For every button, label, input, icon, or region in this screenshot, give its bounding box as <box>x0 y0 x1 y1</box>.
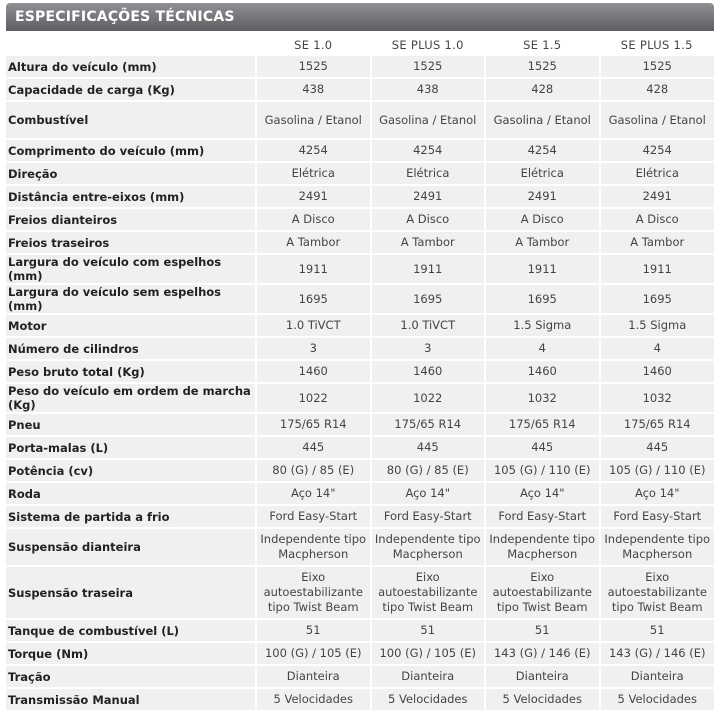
cell-value: 3 <box>256 337 371 360</box>
cell-value: 1032 <box>485 383 600 413</box>
cell-value: 4254 <box>600 139 715 162</box>
cell-value: 4254 <box>256 139 371 162</box>
cell-value: Gasolina / Etanol <box>600 101 715 139</box>
table-row <box>6 665 714 688</box>
cell-value: 2491 <box>600 185 715 208</box>
row-label: Combustível <box>6 101 256 139</box>
row-label: Potência (cv) <box>6 459 256 482</box>
cell-value: A Tambor <box>371 231 486 254</box>
row-label: Direção <box>6 162 256 185</box>
cell-value: 1525 <box>600 56 715 78</box>
cell-value: 1911 <box>256 254 371 284</box>
row-label: Capacidade de carga (Kg) <box>6 78 256 101</box>
row-label: Número de cilindros <box>6 337 256 360</box>
row-label: Altura do veículo (mm) <box>6 56 256 78</box>
cell-value: 4254 <box>371 139 486 162</box>
row-label: Torque (Nm) <box>6 642 256 665</box>
cell-value: 1460 <box>600 360 715 383</box>
cell-value: 4 <box>600 337 715 360</box>
cell-value: 100 (G) / 105 (E) <box>371 642 486 665</box>
cell-value: Ford Easy-Start <box>600 505 715 528</box>
table-row <box>6 566 714 619</box>
cell-value: 3 <box>371 337 486 360</box>
cell-value: 5 Velocidades <box>600 688 715 711</box>
section-title: ESPECIFICAÇÕES TÉCNICAS <box>6 3 714 31</box>
cell-value: Elétrica <box>371 162 486 185</box>
cell-value: 445 <box>371 436 486 459</box>
cell-value: Aço 14" <box>256 482 371 505</box>
cell-value: Aço 14" <box>371 482 486 505</box>
row-label: Peso do veículo em ordem de marcha (Kg) <box>6 383 256 413</box>
row-label: Distância entre-eixos (mm) <box>6 185 256 208</box>
cell-value: Dianteira <box>256 665 371 688</box>
cell-value: 1460 <box>485 360 600 383</box>
cell-value: Elétrica <box>256 162 371 185</box>
cell-value: 1911 <box>600 254 715 284</box>
table-row <box>6 459 714 482</box>
table-header-row <box>6 33 714 56</box>
cell-value: Dianteira <box>371 665 486 688</box>
row-label: Largura do veículo com espelhos (mm) <box>6 254 256 284</box>
cell-value: Ford Easy-Start <box>256 505 371 528</box>
table-row <box>6 619 714 642</box>
cell-value: 1022 <box>256 383 371 413</box>
cell-value: 5 Velocidades <box>485 688 600 711</box>
cell-value: A Tambor <box>485 231 600 254</box>
cell-value: Elétrica <box>485 162 600 185</box>
cell-value: Independente tipo Macpherson <box>600 528 715 566</box>
cell-value: Dianteira <box>485 665 600 688</box>
table-row <box>6 413 714 436</box>
row-label: Largura do veículo sem espelhos (mm) <box>6 284 256 314</box>
column-header: SE PLUS 1.5 <box>600 33 715 56</box>
cell-value: 445 <box>485 436 600 459</box>
cell-value: 51 <box>485 619 600 642</box>
cell-value: 105 (G) / 110 (E) <box>485 459 600 482</box>
table-row <box>6 254 714 284</box>
table-row <box>6 505 714 528</box>
cell-value: 51 <box>256 619 371 642</box>
cell-value: 175/65 R14 <box>600 413 715 436</box>
table-row <box>6 383 714 413</box>
cell-value: 1.0 TiVCT <box>371 314 486 337</box>
cell-value: 438 <box>256 78 371 101</box>
cell-value: 1695 <box>256 284 371 314</box>
cell-value: 1.5 Sigma <box>600 314 715 337</box>
cell-value: 175/65 R14 <box>256 413 371 436</box>
table-row <box>6 208 714 231</box>
cell-value: A Tambor <box>600 231 715 254</box>
cell-value: A Tambor <box>256 231 371 254</box>
cell-value: A Disco <box>485 208 600 231</box>
cell-value: Elétrica <box>600 162 715 185</box>
table-row <box>6 185 714 208</box>
cell-value: 1695 <box>371 284 486 314</box>
cell-value: 445 <box>600 436 715 459</box>
table-row <box>6 139 714 162</box>
cell-value: 1525 <box>371 56 486 78</box>
cell-value: 428 <box>485 78 600 101</box>
column-header: SE 1.5 <box>485 33 600 56</box>
cell-value: Independente tipo Macpherson <box>485 528 600 566</box>
cell-value: 51 <box>371 619 486 642</box>
cell-value: 1911 <box>485 254 600 284</box>
cell-value: 1032 <box>600 383 715 413</box>
cell-value: 438 <box>371 78 486 101</box>
cell-value: 1525 <box>485 56 600 78</box>
cell-value: 2491 <box>485 185 600 208</box>
row-label: Tanque de combustível (L) <box>6 619 256 642</box>
row-label: Transmissão Manual <box>6 688 256 711</box>
row-label: Comprimento do veículo (mm) <box>6 139 256 162</box>
cell-value: 175/65 R14 <box>485 413 600 436</box>
cell-value: Aço 14" <box>485 482 600 505</box>
cell-value: Eixo autoestabilizante tipo Twist Beam <box>371 566 486 619</box>
table-row <box>6 101 714 139</box>
cell-value: A Disco <box>600 208 715 231</box>
cell-value: Eixo autoestabilizante tipo Twist Beam <box>485 566 600 619</box>
row-label: Pneu <box>6 413 256 436</box>
cell-value: 2491 <box>256 185 371 208</box>
cell-value: 51 <box>600 619 715 642</box>
cell-value: Ford Easy-Start <box>485 505 600 528</box>
row-label: Roda <box>6 482 256 505</box>
table-row <box>6 78 714 101</box>
row-label: Freios traseiros <box>6 231 256 254</box>
table-row <box>6 337 714 360</box>
cell-value: 445 <box>256 436 371 459</box>
cell-value: 1911 <box>371 254 486 284</box>
cell-value: 105 (G) / 110 (E) <box>600 459 715 482</box>
row-label: Freios dianteiros <box>6 208 256 231</box>
table-row <box>6 482 714 505</box>
table-row <box>6 162 714 185</box>
cell-value: 4 <box>485 337 600 360</box>
row-label: Suspensão dianteira <box>6 528 256 566</box>
cell-value: Independente tipo Macpherson <box>256 528 371 566</box>
cell-value: 1525 <box>256 56 371 78</box>
cell-value: Gasolina / Etanol <box>371 101 486 139</box>
table-row <box>6 314 714 337</box>
cell-value: A Disco <box>256 208 371 231</box>
table-row <box>6 360 714 383</box>
cell-value: Ford Easy-Start <box>371 505 486 528</box>
table-row <box>6 56 714 78</box>
cell-value: Independente tipo Macpherson <box>371 528 486 566</box>
row-label: Motor <box>6 314 256 337</box>
table-row <box>6 436 714 459</box>
cell-value: 1460 <box>256 360 371 383</box>
cell-value: 143 (G) / 146 (E) <box>600 642 715 665</box>
column-header: SE PLUS 1.0 <box>371 33 486 56</box>
header-blank <box>6 33 256 56</box>
cell-value: Eixo autoestabilizante tipo Twist Beam <box>256 566 371 619</box>
row-label: Sistema de partida a frio <box>6 505 256 528</box>
cell-value: 100 (G) / 105 (E) <box>256 642 371 665</box>
cell-value: 1.0 TiVCT <box>256 314 371 337</box>
table-row <box>6 231 714 254</box>
row-label: Peso bruto total (Kg) <box>6 360 256 383</box>
cell-value: 1.5 Sigma <box>485 314 600 337</box>
cell-value: 1460 <box>371 360 486 383</box>
row-label: Tração <box>6 665 256 688</box>
row-label: Porta-malas (L) <box>6 436 256 459</box>
cell-value: Eixo autoestabilizante tipo Twist Beam <box>600 566 715 619</box>
table-row <box>6 528 714 566</box>
cell-value: 80 (G) / 85 (E) <box>256 459 371 482</box>
cell-value: 175/65 R14 <box>371 413 486 436</box>
cell-value: Aço 14" <box>600 482 715 505</box>
table-row <box>6 284 714 314</box>
column-header: SE 1.0 <box>256 33 371 56</box>
cell-value: 2491 <box>371 185 486 208</box>
cell-value: 1022 <box>371 383 486 413</box>
table-row <box>6 642 714 665</box>
cell-value: Dianteira <box>600 665 715 688</box>
cell-value: Gasolina / Etanol <box>485 101 600 139</box>
cell-value: A Disco <box>371 208 486 231</box>
cell-value: 5 Velocidades <box>256 688 371 711</box>
cell-value: 1695 <box>485 284 600 314</box>
cell-value: 80 (G) / 85 (E) <box>371 459 486 482</box>
cell-value: Gasolina / Etanol <box>256 101 371 139</box>
cell-value: 5 Velocidades <box>371 688 486 711</box>
cell-value: 143 (G) / 146 (E) <box>485 642 600 665</box>
spec-table <box>6 33 714 712</box>
cell-value: 4254 <box>485 139 600 162</box>
cell-value: 428 <box>600 78 715 101</box>
cell-value: 1695 <box>600 284 715 314</box>
table-row <box>6 688 714 711</box>
row-label: Suspensão traseira <box>6 566 256 619</box>
